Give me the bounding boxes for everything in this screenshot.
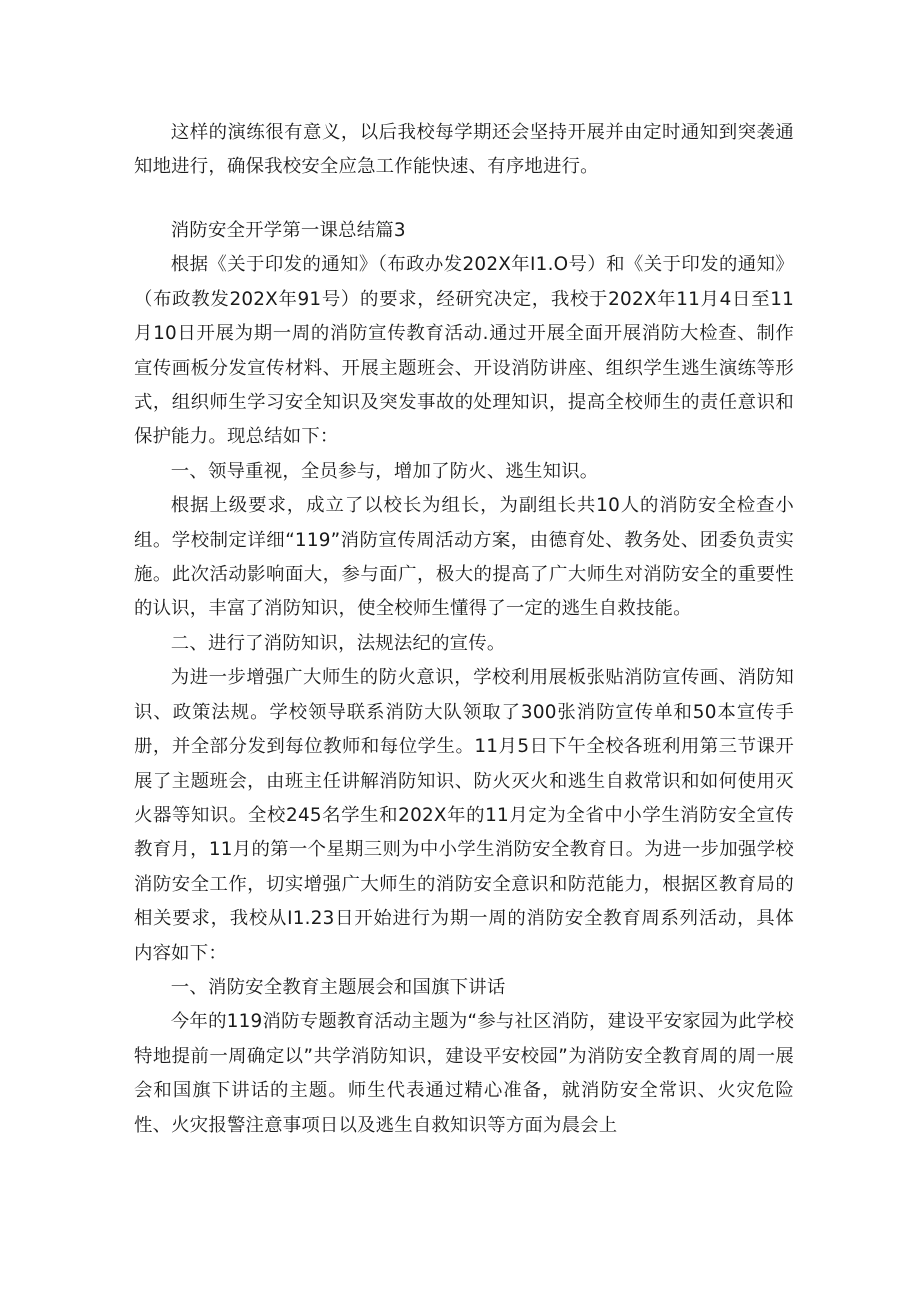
paragraph-leadership: 根据上级要求，成立了以校长为组长，为副组长共10人的消防安全检查小组。学校制定详细“119”消防宣传周活动方案，由德育处、教务处、团委负责实施。此次活动影响面大，参与面广，极大的提高了广大师生对消防安全的重要性的认识，丰富了消防知识，使全校师生懂得了一定的逃生自救技能。 <box>134 495 794 620</box>
intro-section <box>134 116 794 185</box>
heading-assembly: 一、消防安全教育主题展会和国旗下讲话 <box>170 976 506 998</box>
paragraph-background: 根据《关于印发的通知》（布政办发202X年I1.O号）和《关于印发的通知》（布政教发202X年91号）的要求，经研究决定，我校于202X年11月4日至11月10日开展为期一周的消防宣传教育活动.通过开展全面开展消防大检查、制作宣传画板分发宣传材料、开展主题班会、开设消防讲座、组织学生逃生演练等形式，组织师生学习安全知识及突发事故的处理知识，提高全校师生的责任意识和保护能力。现总结如下： <box>134 254 794 448</box>
paragraph-assembly: 今年的119消防专题教育活动主题为“参与社区消防，建设平安家园为此学校特地提前一周确定以”共学消防知识，建设平安校园”为消防安全教育周的周一展会和国旗下讲话的主题。师生代表通过精心准备，就消防安全常识、火灾危险性、火灾报警注意事项日以及逃生自救知识等方面为晨会上 <box>134 1011 794 1136</box>
heading-publicity: 二、进行了消防知识，法规法纪的宣传。 <box>170 632 506 654</box>
section-title: 消防安全开学第一课总结篇3 <box>170 220 406 241</box>
heading-leadership: 一、领导重视，全员参与，增加了防火、逃生知识。 <box>170 460 599 482</box>
paragraph-publicity: 为进一步增强广大师生的防火意识，学校利用展板张贴消防宣传画、消防知识、政策法规。学校领导联系消防大队领取了300张消防宣传单和50本宣传手册，并全部分发到每位教师和每位学生。11月5日下午全校各班利用第三节课开展了主题班会，由班主任讲解消防知识、防火灭火和逃生自救常识和如何使用灭火器等知识。全校245名学生和202X年的11月定为全省中小学生消防安全宣传教育月，11月的第一个星期三则为中小学生消防安全教育日。为进一步加强学校消防安全工作，切实增强广大师生的消防安全意识和防范能力，根据区教育局的相关要求，我校从I1.23日开始进行为期一周的消防安全教育周系列活动，具体内容如下： <box>134 667 794 964</box>
main-section <box>134 214 794 1143</box>
intro-paragraph: 这样的演练很有意义，以后我校每学期还会坚持开展并由定时通知到突袭通知地进行，确保我校安全应急工作能快速、有序地进行。 <box>134 122 794 178</box>
